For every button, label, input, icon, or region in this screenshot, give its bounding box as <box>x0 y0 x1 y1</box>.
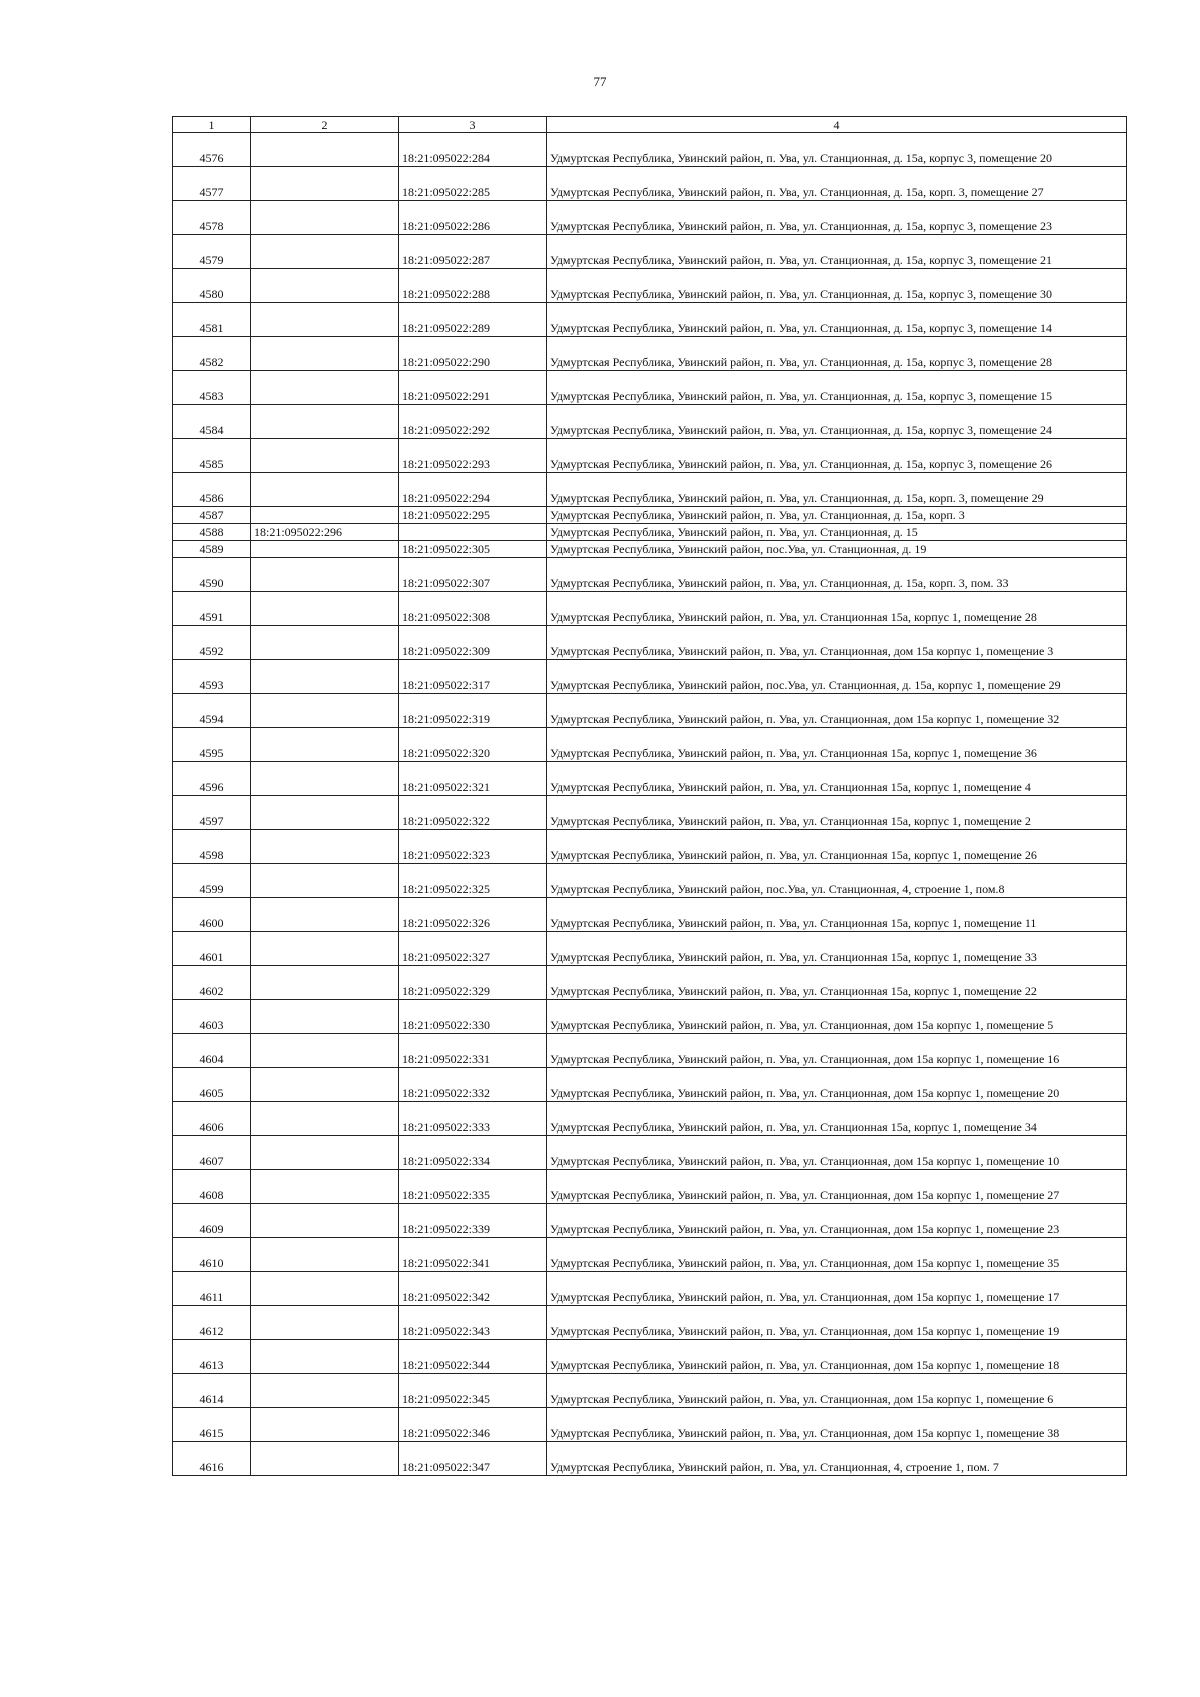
address-cell: Удмуртская Республика, Увинский район, п. Ува, ул. Станционная, д. 15а, корп. 3, пом. 33 <box>547 558 1127 592</box>
table-row <box>173 473 1127 507</box>
row-number-cell: 4585 <box>173 439 251 473</box>
row-number-cell: 4600 <box>173 898 251 932</box>
row-number-cell: 4580 <box>173 269 251 303</box>
cadastral-number-cell: 18:21:095022:325 <box>399 864 547 898</box>
row-number-cell: 4610 <box>173 1238 251 1272</box>
table-row <box>173 1272 1127 1306</box>
address-cell: Удмуртская Республика, Увинский район, п. Ува, ул. Станционная, д. 15а, корпус 3, помещение 21 <box>547 235 1127 269</box>
cadastral-number-cell <box>399 524 547 541</box>
column-2-cell <box>251 728 399 762</box>
table-row <box>173 966 1127 1000</box>
cadastral-number-cell: 18:21:095022:307 <box>399 558 547 592</box>
table-row <box>173 439 1127 473</box>
row-number-cell: 4579 <box>173 235 251 269</box>
address-cell: Удмуртская Республика, Увинский район, п. Ува, ул. Станционная, дом 15а корпус 1, помещение 17 <box>547 1272 1127 1306</box>
table-row <box>173 898 1127 932</box>
row-number-cell: 4588 <box>173 524 251 541</box>
address-cell: Удмуртская Республика, Увинский район, пос.Ува, ул. Станционная, 4, строение 1, пом.8 <box>547 864 1127 898</box>
column-2-cell <box>251 1238 399 1272</box>
cadastral-number-cell: 18:21:095022:320 <box>399 728 547 762</box>
cadastral-number-cell: 18:21:095022:317 <box>399 660 547 694</box>
address-cell: Удмуртская Республика, Увинский район, п. Ува, ул. Станционная, дом 15а корпус 1, помещение 3 <box>547 626 1127 660</box>
cadastral-number-cell: 18:21:095022:335 <box>399 1170 547 1204</box>
row-number-cell: 4591 <box>173 592 251 626</box>
cadastral-number-cell: 18:21:095022:287 <box>399 235 547 269</box>
table-row <box>173 1408 1127 1442</box>
column-2-cell <box>251 966 399 1000</box>
cadastral-number-cell: 18:21:095022:293 <box>399 439 547 473</box>
row-number-cell: 4587 <box>173 507 251 524</box>
column-2-cell <box>251 133 399 167</box>
cadastral-number-cell: 18:21:095022:342 <box>399 1272 547 1306</box>
table-row <box>173 303 1127 337</box>
column-2-cell <box>251 473 399 507</box>
column-2-cell <box>251 1034 399 1068</box>
row-number-cell: 4613 <box>173 1340 251 1374</box>
cadastral-number-cell: 18:21:095022:330 <box>399 1000 547 1034</box>
row-number-cell: 4611 <box>173 1272 251 1306</box>
column-2-cell <box>251 796 399 830</box>
row-number-cell: 4598 <box>173 830 251 864</box>
table-row <box>173 133 1127 167</box>
row-number-cell: 4603 <box>173 1000 251 1034</box>
column-2-cell: 18:21:095022:296 <box>251 524 399 541</box>
address-cell: Удмуртская Республика, Увинский район, п. Ува, ул. Станционная, д. 15а, корпус 3, помещение 20 <box>547 133 1127 167</box>
column-2-cell <box>251 694 399 728</box>
row-number-cell: 4582 <box>173 337 251 371</box>
column-2-cell <box>251 269 399 303</box>
row-number-cell: 4590 <box>173 558 251 592</box>
cadastral-number-cell: 18:21:095022:345 <box>399 1374 547 1408</box>
column-header-4: 4 <box>547 117 1127 133</box>
cadastral-number-cell: 18:21:095022:334 <box>399 1136 547 1170</box>
column-2-cell <box>251 405 399 439</box>
row-number-cell: 4602 <box>173 966 251 1000</box>
cadastral-number-cell: 18:21:095022:321 <box>399 762 547 796</box>
address-cell: Удмуртская Республика, Увинский район, п. Ува, ул. Станционная, д. 15а, корпус 3, помещение 30 <box>547 269 1127 303</box>
page-number: 77 <box>593 74 607 89</box>
address-cell: Удмуртская Республика, Увинский район, п. Ува, ул. Станционная, д. 15а, корпус 3, помещение 26 <box>547 439 1127 473</box>
table-row <box>173 1068 1127 1102</box>
cadastral-number-cell: 18:21:095022:327 <box>399 932 547 966</box>
table-row <box>173 1000 1127 1034</box>
address-cell: Удмуртская Республика, Увинский район, п. Ува, ул. Станционная, дом 15а корпус 1, помещение 35 <box>547 1238 1127 1272</box>
address-cell: Удмуртская Республика, Увинский район, п. Ува, ул. Станционная, д. 15 <box>547 524 1127 541</box>
address-cell: Удмуртская Республика, Увинский район, п. Ува, ул. Станционная 15а, корпус 1, помещение 2 <box>547 796 1127 830</box>
table-row <box>173 592 1127 626</box>
row-number-cell: 4597 <box>173 796 251 830</box>
table-row <box>173 1170 1127 1204</box>
cadastral-number-cell: 18:21:095022:347 <box>399 1442 547 1476</box>
address-cell: Удмуртская Республика, Увинский район, п. Ува, ул. Станционная, д. 15а, корп. 3, помещение 29 <box>547 473 1127 507</box>
address-cell: Удмуртская Республика, Увинский район, п. Ува, ул. Станционная, дом 15а корпус 1, помещение 32 <box>547 694 1127 728</box>
table-header-row <box>173 117 1127 133</box>
table-row <box>173 728 1127 762</box>
address-cell: Удмуртская Республика, Увинский район, п. Ува, ул. Станционная 15а, корпус 1, помещение 34 <box>547 1102 1127 1136</box>
column-2-cell <box>251 762 399 796</box>
table-row <box>173 864 1127 898</box>
cadastral-number-cell: 18:21:095022:295 <box>399 507 547 524</box>
column-2-cell <box>251 1306 399 1340</box>
address-cell: Удмуртская Республика, Увинский район, п. Ува, ул. Станционная, д. 15а, корпус 3, помещение 14 <box>547 303 1127 337</box>
row-number-cell: 4595 <box>173 728 251 762</box>
row-number-cell: 4578 <box>173 201 251 235</box>
cadastral-number-cell: 18:21:095022:333 <box>399 1102 547 1136</box>
row-number-cell: 4589 <box>173 541 251 558</box>
cadastral-number-cell: 18:21:095022:308 <box>399 592 547 626</box>
table-row <box>173 1306 1127 1340</box>
column-2-cell <box>251 558 399 592</box>
row-number-cell: 4609 <box>173 1204 251 1238</box>
address-cell: Удмуртская Республика, Увинский район, п. Ува, ул. Станционная, д. 15а, корп. 3, помещение 27 <box>547 167 1127 201</box>
address-cell: Удмуртская Республика, Увинский район, п. Ува, ул. Станционная, дом 15а корпус 1, помещение 18 <box>547 1340 1127 1374</box>
column-2-cell <box>251 439 399 473</box>
table-row <box>173 830 1127 864</box>
table-row <box>173 1102 1127 1136</box>
column-header-2: 2 <box>251 117 399 133</box>
row-number-cell: 4593 <box>173 660 251 694</box>
table-row <box>173 932 1127 966</box>
row-number-cell: 4594 <box>173 694 251 728</box>
table-row <box>173 1238 1127 1272</box>
cadastral-number-cell: 18:21:095022:341 <box>399 1238 547 1272</box>
address-cell: Удмуртская Республика, Увинский район, п. Ува, ул. Станционная, д. 15а, корпус 3, помещение 24 <box>547 405 1127 439</box>
table-row <box>173 626 1127 660</box>
address-cell: Удмуртская Республика, Увинский район, п. Ува, ул. Станционная, дом 15а корпус 1, помещение 23 <box>547 1204 1127 1238</box>
table-row <box>173 269 1127 303</box>
cadastral-number-cell: 18:21:095022:290 <box>399 337 547 371</box>
column-2-cell <box>251 830 399 864</box>
table-row <box>173 524 1127 541</box>
address-cell: Удмуртская Республика, Увинский район, п. Ува, ул. Станционная, дом 15а корпус 1, помещение 27 <box>547 1170 1127 1204</box>
table-row <box>173 660 1127 694</box>
address-cell: Удмуртская Республика, Увинский район, п. Ува, ул. Станционная 15а, корпус 1, помещение 4 <box>547 762 1127 796</box>
cadastral-number-cell: 18:21:095022:309 <box>399 626 547 660</box>
table-row <box>173 541 1127 558</box>
address-cell: Удмуртская Республика, Увинский район, п. Ува, ул. Станционная, дом 15а корпус 1, помещение 6 <box>547 1374 1127 1408</box>
column-2-cell <box>251 1068 399 1102</box>
cadastral-number-cell: 18:21:095022:322 <box>399 796 547 830</box>
column-2-cell <box>251 660 399 694</box>
column-header-3: 3 <box>399 117 547 133</box>
address-cell: Удмуртская Республика, Увинский район, пос.Ува, ул. Станционная, д. 15а, корпус 1, помещение 29 <box>547 660 1127 694</box>
address-cell: Удмуртская Республика, Увинский район, п. Ува, ул. Станционная, 4, строение 1, пом. 7 <box>547 1442 1127 1476</box>
row-number-cell: 4605 <box>173 1068 251 1102</box>
table-row <box>173 167 1127 201</box>
address-cell: Удмуртская Республика, Увинский район, п. Ува, ул. Станционная 15а, корпус 1, помещение 22 <box>547 966 1127 1000</box>
column-2-cell <box>251 1136 399 1170</box>
table-row <box>173 1442 1127 1476</box>
cadastral-number-cell: 18:21:095022:323 <box>399 830 547 864</box>
cadastral-number-cell: 18:21:095022:346 <box>399 1408 547 1442</box>
column-2-cell <box>251 1102 399 1136</box>
address-cell: Удмуртская Республика, Увинский район, п. Ува, ул. Станционная, дом 15а корпус 1, помещение 38 <box>547 1408 1127 1442</box>
cadastral-number-cell: 18:21:095022:332 <box>399 1068 547 1102</box>
column-2-cell <box>251 1340 399 1374</box>
address-cell: Удмуртская Республика, Увинский район, п. Ува, ул. Станционная, дом 15а корпус 1, помещение 10 <box>547 1136 1127 1170</box>
column-2-cell <box>251 1272 399 1306</box>
address-cell: Удмуртская Республика, Увинский район, п. Ува, ул. Станционная, д. 15а, корп. 3 <box>547 507 1127 524</box>
row-number-cell: 4612 <box>173 1306 251 1340</box>
cadastral-number-cell: 18:21:095022:329 <box>399 966 547 1000</box>
table-row <box>173 1374 1127 1408</box>
cadastral-number-cell: 18:21:095022:286 <box>399 201 547 235</box>
address-cell: Удмуртская Республика, Увинский район, п. Ува, ул. Станционная 15а, корпус 1, помещение 36 <box>547 728 1127 762</box>
address-cell: Удмуртская Республика, Увинский район, п. Ува, ул. Станционная, дом 15а корпус 1, помещение 5 <box>547 1000 1127 1034</box>
row-number-cell: 4607 <box>173 1136 251 1170</box>
table-row <box>173 405 1127 439</box>
row-number-cell: 4615 <box>173 1408 251 1442</box>
address-cell: Удмуртская Республика, Увинский район, п. Ува, ул. Станционная, дом 15а корпус 1, помещение 16 <box>547 1034 1127 1068</box>
row-number-cell: 4604 <box>173 1034 251 1068</box>
cadastral-number-cell: 18:21:095022:289 <box>399 303 547 337</box>
column-2-cell <box>251 507 399 524</box>
table-row <box>173 337 1127 371</box>
table-row <box>173 201 1127 235</box>
cadastral-number-cell: 18:21:095022:305 <box>399 541 547 558</box>
table-row <box>173 371 1127 405</box>
table-row <box>173 558 1127 592</box>
cadastral-number-cell: 18:21:095022:285 <box>399 167 547 201</box>
row-number-cell: 4608 <box>173 1170 251 1204</box>
address-cell: Удмуртская Республика, Увинский район, п. Ува, ул. Станционная, дом 15а корпус 1, помещение 19 <box>547 1306 1127 1340</box>
column-2-cell <box>251 201 399 235</box>
row-number-cell: 4614 <box>173 1374 251 1408</box>
table-row <box>173 507 1127 524</box>
row-number-cell: 4581 <box>173 303 251 337</box>
column-2-cell <box>251 626 399 660</box>
cadastral-number-cell: 18:21:095022:292 <box>399 405 547 439</box>
cadastral-number-cell: 18:21:095022:331 <box>399 1034 547 1068</box>
column-2-cell <box>251 592 399 626</box>
cadastral-number-cell: 18:21:095022:319 <box>399 694 547 728</box>
row-number-cell: 4599 <box>173 864 251 898</box>
table-row <box>173 796 1127 830</box>
table-row <box>173 235 1127 269</box>
row-number-cell: 4586 <box>173 473 251 507</box>
cadastral-number-cell: 18:21:095022:326 <box>399 898 547 932</box>
address-cell: Удмуртская Республика, Увинский район, п. Ува, ул. Станционная, дом 15а корпус 1, помещение 20 <box>547 1068 1127 1102</box>
column-header-1: 1 <box>173 117 251 133</box>
address-cell: Удмуртская Республика, Увинский район, п. Ува, ул. Станционная 15а, корпус 1, помещение 26 <box>547 830 1127 864</box>
table-row <box>173 762 1127 796</box>
address-cell: Удмуртская Республика, Увинский район, п. Ува, ул. Станционная 15а, корпус 1, помещение 28 <box>547 592 1127 626</box>
address-cell: Удмуртская Республика, Увинский район, п. Ува, ул. Станционная, д. 15а, корпус 3, помещение 28 <box>547 337 1127 371</box>
table-row <box>173 1136 1127 1170</box>
row-number-cell: 4596 <box>173 762 251 796</box>
column-2-cell <box>251 1374 399 1408</box>
address-cell: Удмуртская Республика, Увинский район, п. Ува, ул. Станционная 15а, корпус 1, помещение 33 <box>547 932 1127 966</box>
cadastral-number-cell: 18:21:095022:291 <box>399 371 547 405</box>
cadastral-number-cell: 18:21:095022:344 <box>399 1340 547 1374</box>
column-2-cell <box>251 1204 399 1238</box>
address-cell: Удмуртская Республика, Увинский район, п. Ува, ул. Станционная 15а, корпус 1, помещение 11 <box>547 898 1127 932</box>
table-row <box>173 1204 1127 1238</box>
address-cell: Удмуртская Республика, Увинский район, п. Ува, ул. Станционная, д. 15а, корпус 3, помещение 15 <box>547 371 1127 405</box>
table-body <box>173 133 1127 1476</box>
address-cell: Удмуртская Республика, Увинский район, п. Ува, ул. Станционная, д. 15а, корпус 3, помещение 23 <box>547 201 1127 235</box>
row-number-cell: 4616 <box>173 1442 251 1476</box>
table-row <box>173 694 1127 728</box>
column-2-cell <box>251 371 399 405</box>
column-2-cell <box>251 1408 399 1442</box>
column-2-cell <box>251 541 399 558</box>
cadastral-number-cell: 18:21:095022:339 <box>399 1204 547 1238</box>
table-row <box>173 1034 1127 1068</box>
column-2-cell <box>251 303 399 337</box>
row-number-cell: 4584 <box>173 405 251 439</box>
cadastral-number-cell: 18:21:095022:288 <box>399 269 547 303</box>
row-number-cell: 4601 <box>173 932 251 966</box>
column-2-cell <box>251 337 399 371</box>
table-row <box>173 1340 1127 1374</box>
column-2-cell <box>251 932 399 966</box>
column-2-cell <box>251 1170 399 1204</box>
row-number-cell: 4592 <box>173 626 251 660</box>
column-2-cell <box>251 167 399 201</box>
column-2-cell <box>251 864 399 898</box>
cadastral-number-cell: 18:21:095022:343 <box>399 1306 547 1340</box>
row-number-cell: 4577 <box>173 167 251 201</box>
column-2-cell <box>251 235 399 269</box>
column-2-cell <box>251 1000 399 1034</box>
row-number-cell: 4576 <box>173 133 251 167</box>
row-number-cell: 4606 <box>173 1102 251 1136</box>
cadastral-number-cell: 18:21:095022:294 <box>399 473 547 507</box>
registry-table <box>172 116 1127 1476</box>
address-cell: Удмуртская Республика, Увинский район, пос.Ува, ул. Станционная, д. 19 <box>547 541 1127 558</box>
column-2-cell <box>251 1442 399 1476</box>
column-2-cell <box>251 898 399 932</box>
row-number-cell: 4583 <box>173 371 251 405</box>
cadastral-number-cell: 18:21:095022:284 <box>399 133 547 167</box>
